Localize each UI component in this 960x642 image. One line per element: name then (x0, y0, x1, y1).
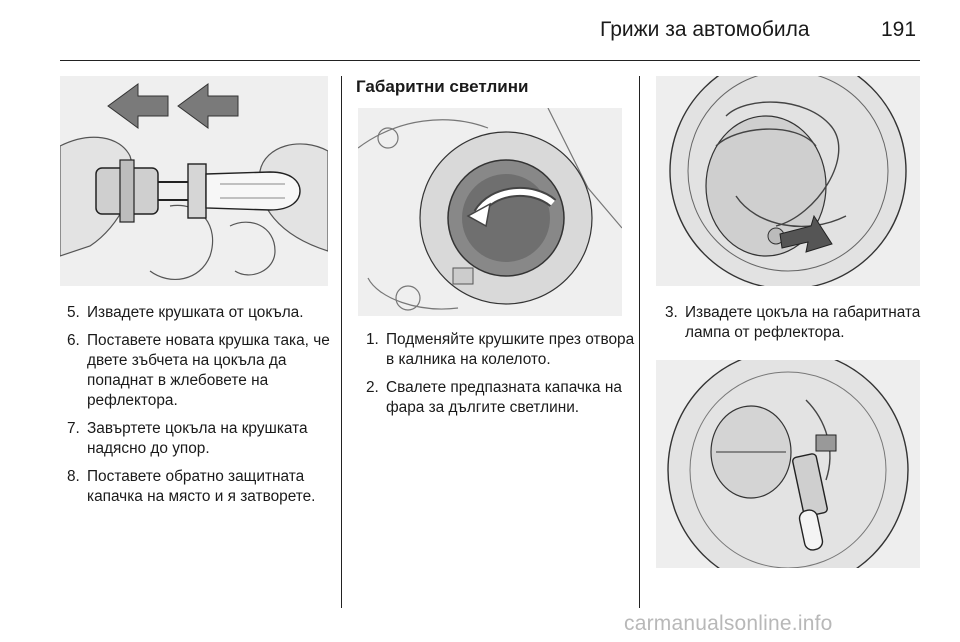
bulb-replacement-figure (60, 76, 328, 286)
column-2-steps (366, 330, 638, 426)
list-item: 3. Извадете цокъла на габаритната лампа от рефлектора. (665, 304, 921, 341)
column-1-steps (67, 303, 342, 515)
watermark: carmanualsonline.info (624, 612, 833, 635)
list-item: 1. Подменяйте крушките през отвора в калника на колелото. (366, 331, 635, 368)
list-item: 2. Свалете предпазната капачка на фара за дългите светлини. (366, 379, 622, 416)
column-divider-right (639, 76, 640, 608)
headlamp-wiring-figure (656, 76, 920, 286)
page-number: 191 (881, 18, 917, 41)
parking-lamp-holder-figure (656, 360, 920, 568)
wheel-arch-figure (358, 108, 622, 316)
column-3-steps (665, 303, 925, 351)
header-divider (60, 60, 920, 61)
list-item: 7. Завъртете цокъла на крушката надясно до упор. (67, 420, 308, 457)
list-item: 5. Извадете крушката от цокъла. (67, 304, 304, 321)
page-title: Грижи за автомобила (600, 18, 810, 41)
list-item: 8. Поставете обратно защитната капачка на място и я затворете. (67, 468, 316, 505)
section-title: Габаритни светлини (356, 77, 529, 96)
list-item: 6. Поставете новата крушка така, че двете зъбчета на цокъла да попаднат в жлебовете на рефлектора. (67, 332, 330, 409)
